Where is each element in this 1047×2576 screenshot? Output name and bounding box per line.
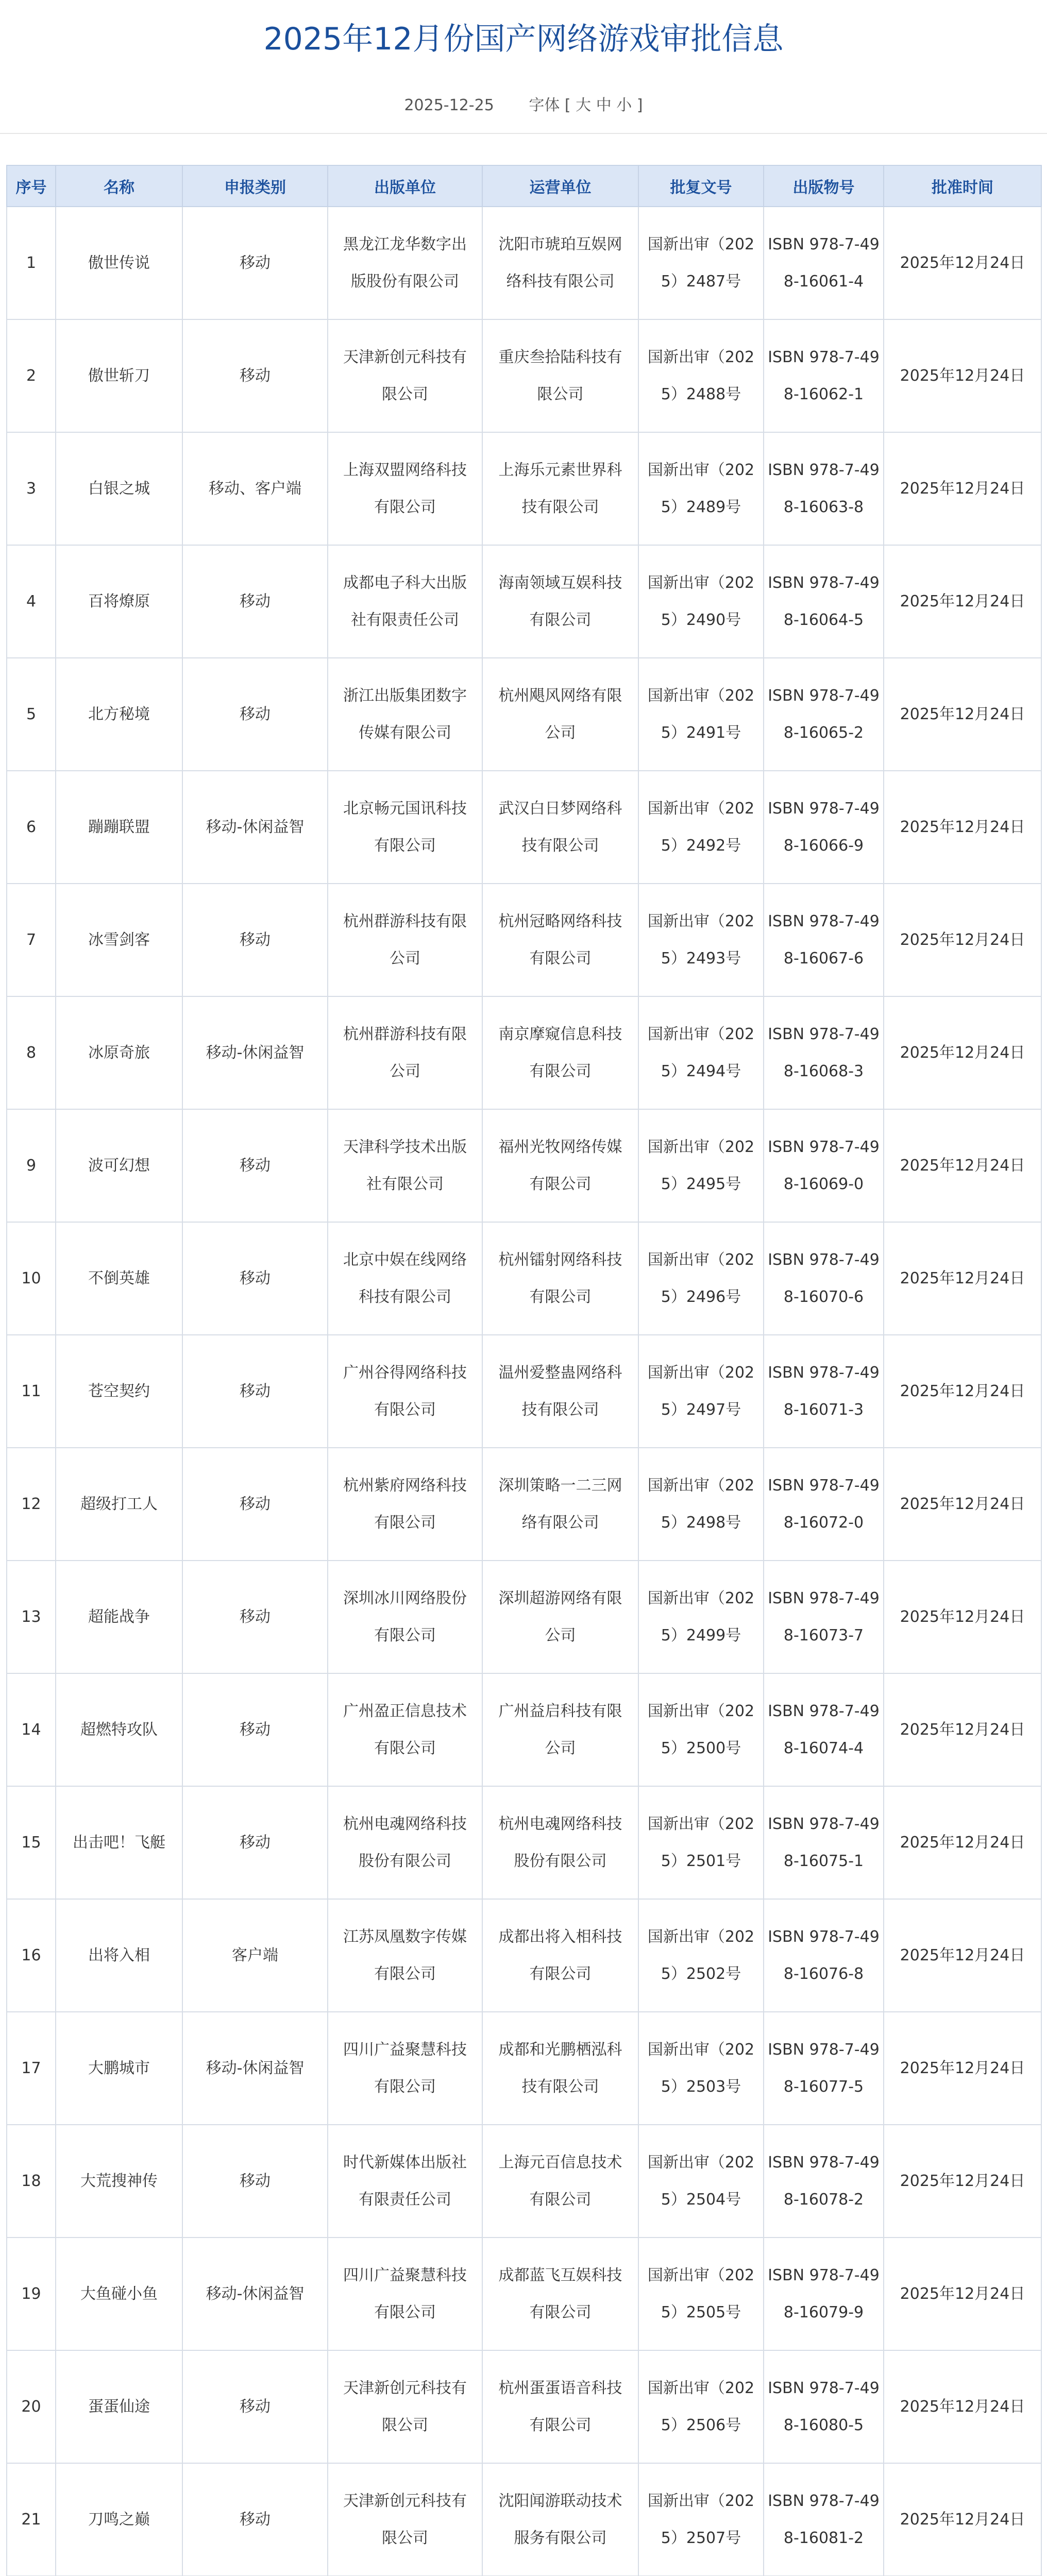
cell-publisher: 天津科学技术出版社有限公司 xyxy=(328,1109,482,1222)
cell-operator: 重庆叁拾陆科技有限公司 xyxy=(482,319,638,432)
cell-isbn: ISBN 978-7-498-16077-5 xyxy=(764,2012,884,2125)
cell-name: 出击吧！飞艇 xyxy=(56,1786,182,1899)
cell-publisher: 广州盈正信息技术有限公司 xyxy=(328,1673,482,1786)
cell-date: 2025年12月24日 xyxy=(884,1561,1041,1673)
table-row xyxy=(7,2125,1041,2238)
cell-publisher: 北京中娱在线网络科技有限公司 xyxy=(328,1222,482,1335)
cell-date: 2025年12月24日 xyxy=(884,2463,1041,2576)
table-row xyxy=(7,2463,1041,2576)
cell-isbn: ISBN 978-7-498-16068-3 xyxy=(764,996,884,1109)
cell-publisher: 天津新创元科技有限公司 xyxy=(328,2463,482,2576)
cell-date: 2025年12月24日 xyxy=(884,2012,1041,2125)
cell-name: 冰雪剑客 xyxy=(56,884,182,996)
cell-publisher: 广州谷得网络科技有限公司 xyxy=(328,1335,482,1448)
table-row xyxy=(7,771,1041,884)
cell-isbn: ISBN 978-7-498-16065-2 xyxy=(764,658,884,771)
table-row xyxy=(7,658,1041,771)
cell-approval-no: 国新出审（2025）2505号 xyxy=(638,2238,764,2350)
cell-type: 移动-休闲益智 xyxy=(182,996,328,1109)
header-divider xyxy=(0,133,1047,134)
cell-name: 刀鸣之巅 xyxy=(56,2463,182,2576)
cell-type: 移动 xyxy=(182,658,328,771)
cell-type: 移动 xyxy=(182,1109,328,1222)
cell-operator: 深圳策略一二三网络有限公司 xyxy=(482,1448,638,1561)
cell-publisher: 杭州电魂网络科技股份有限公司 xyxy=(328,1786,482,1899)
cell-operator: 深圳超游网络有限公司 xyxy=(482,1561,638,1673)
cell-approval-no: 国新出审（2025）2487号 xyxy=(638,207,764,319)
cell-type: 移动 xyxy=(182,207,328,319)
header-date: 批准时间 xyxy=(884,165,1041,207)
cell-date: 2025年12月24日 xyxy=(884,658,1041,771)
cell-isbn: ISBN 978-7-498-16078-2 xyxy=(764,2125,884,2238)
cell-no: 2 xyxy=(7,319,56,432)
cell-no: 21 xyxy=(7,2463,56,2576)
table-row xyxy=(7,1448,1041,1561)
table-header-row xyxy=(7,165,1041,207)
cell-operator: 海南领域互娱科技有限公司 xyxy=(482,545,638,658)
table-row xyxy=(7,1335,1041,1448)
header-isbn: 出版物号 xyxy=(764,165,884,207)
cell-type: 移动 xyxy=(182,1561,328,1673)
cell-name: 傲世斩刀 xyxy=(56,319,182,432)
cell-publisher: 成都电子科大出版社有限责任公司 xyxy=(328,545,482,658)
cell-isbn: ISBN 978-7-498-16076-8 xyxy=(764,1899,884,2012)
cell-operator: 杭州镭射网络科技有限公司 xyxy=(482,1222,638,1335)
cell-isbn: ISBN 978-7-498-16073-7 xyxy=(764,1561,884,1673)
cell-name: 百将燎原 xyxy=(56,545,182,658)
cell-operator: 成都蓝飞互娱科技有限公司 xyxy=(482,2238,638,2350)
table-body xyxy=(7,207,1041,2576)
font-size-small-link[interactable]: 小 xyxy=(616,96,632,114)
cell-name: 北方秘境 xyxy=(56,658,182,771)
table-row xyxy=(7,545,1041,658)
cell-no: 20 xyxy=(7,2350,56,2463)
publish-date: 2025-12-25 xyxy=(404,96,494,114)
cell-type: 移动、客户端 xyxy=(182,432,328,545)
cell-approval-no: 国新出审（2025）2493号 xyxy=(638,884,764,996)
cell-date: 2025年12月24日 xyxy=(884,1786,1041,1899)
cell-type: 移动 xyxy=(182,1448,328,1561)
cell-type: 客户端 xyxy=(182,1899,328,2012)
cell-operator: 沈阳闻游联动技术服务有限公司 xyxy=(482,2463,638,2576)
table-row xyxy=(7,207,1041,319)
cell-no: 4 xyxy=(7,545,56,658)
cell-date: 2025年12月24日 xyxy=(884,545,1041,658)
table-row xyxy=(7,1222,1041,1335)
cell-isbn: ISBN 978-7-498-16062-1 xyxy=(764,319,884,432)
cell-date: 2025年12月24日 xyxy=(884,1448,1041,1561)
cell-approval-no: 国新出审（2025）2492号 xyxy=(638,771,764,884)
cell-isbn: ISBN 978-7-498-16070-6 xyxy=(764,1222,884,1335)
cell-name: 傲世传说 xyxy=(56,207,182,319)
cell-operator: 南京摩窥信息科技有限公司 xyxy=(482,996,638,1109)
cell-publisher: 浙江出版集团数字传媒有限公司 xyxy=(328,658,482,771)
cell-publisher: 天津新创元科技有限公司 xyxy=(328,2350,482,2463)
cell-publisher: 四川广益聚慧科技有限公司 xyxy=(328,2238,482,2350)
font-size-close-bracket: ] xyxy=(636,96,643,114)
cell-no: 3 xyxy=(7,432,56,545)
cell-date: 2025年12月24日 xyxy=(884,432,1041,545)
cell-date: 2025年12月24日 xyxy=(884,1335,1041,1448)
table-row xyxy=(7,432,1041,545)
cell-no: 11 xyxy=(7,1335,56,1448)
font-size-switch xyxy=(529,96,643,114)
cell-publisher: 时代新媒体出版社有限责任公司 xyxy=(328,2125,482,2238)
cell-no: 16 xyxy=(7,1899,56,2012)
cell-isbn: ISBN 978-7-498-16079-9 xyxy=(764,2238,884,2350)
cell-approval-no: 国新出审（2025）2498号 xyxy=(638,1448,764,1561)
cell-publisher: 深圳冰川网络股份有限公司 xyxy=(328,1561,482,1673)
cell-approval-no: 国新出审（2025）2496号 xyxy=(638,1222,764,1335)
cell-name: 大鱼碰小鱼 xyxy=(56,2238,182,2350)
cell-approval-no: 国新出审（2025）2490号 xyxy=(638,545,764,658)
cell-operator: 杭州冠略网络科技有限公司 xyxy=(482,884,638,996)
cell-no: 8 xyxy=(7,996,56,1109)
cell-no: 6 xyxy=(7,771,56,884)
cell-isbn: ISBN 978-7-498-16063-8 xyxy=(764,432,884,545)
cell-name: 苍空契约 xyxy=(56,1335,182,1448)
cell-operator: 成都出将入相科技有限公司 xyxy=(482,1899,638,2012)
cell-type: 移动-休闲益智 xyxy=(182,2012,328,2125)
cell-no: 5 xyxy=(7,658,56,771)
cell-date: 2025年12月24日 xyxy=(884,2125,1041,2238)
cell-date: 2025年12月24日 xyxy=(884,319,1041,432)
cell-approval-no: 国新出审（2025）2504号 xyxy=(638,2125,764,2238)
cell-name: 不倒英雄 xyxy=(56,1222,182,1335)
cell-operator: 上海元百信息技术有限公司 xyxy=(482,2125,638,2238)
cell-operator: 广州益启科技有限公司 xyxy=(482,1673,638,1786)
header-name: 名称 xyxy=(56,165,182,207)
header-no: 序号 xyxy=(7,165,56,207)
cell-type: 移动 xyxy=(182,1673,328,1786)
cell-date: 2025年12月24日 xyxy=(884,2238,1041,2350)
font-size-large-link[interactable]: 大 xyxy=(576,96,592,114)
table-row xyxy=(7,2012,1041,2125)
cell-name: 蛋蛋仙途 xyxy=(56,2350,182,2463)
table-row xyxy=(7,884,1041,996)
cell-isbn: ISBN 978-7-498-16066-9 xyxy=(764,771,884,884)
cell-approval-no: 国新出审（2025）2489号 xyxy=(638,432,764,545)
article-meta xyxy=(0,93,1047,118)
cell-isbn: ISBN 978-7-498-16072-0 xyxy=(764,1448,884,1561)
table-row xyxy=(7,2238,1041,2350)
cell-publisher: 上海双盟网络科技有限公司 xyxy=(328,432,482,545)
table-row xyxy=(7,1109,1041,1222)
cell-isbn: ISBN 978-7-498-16081-2 xyxy=(764,2463,884,2576)
cell-approval-no: 国新出审（2025）2488号 xyxy=(638,319,764,432)
cell-operator: 沈阳市琥珀互娱网络科技有限公司 xyxy=(482,207,638,319)
approval-table xyxy=(6,165,1042,2576)
cell-date: 2025年12月24日 xyxy=(884,2350,1041,2463)
cell-publisher: 天津新创元科技有限公司 xyxy=(328,319,482,432)
cell-no: 12 xyxy=(7,1448,56,1561)
font-size-open-bracket: [ xyxy=(564,96,571,114)
cell-approval-no: 国新出审（2025）2497号 xyxy=(638,1335,764,1448)
cell-date: 2025年12月24日 xyxy=(884,996,1041,1109)
cell-type: 移动 xyxy=(182,1786,328,1899)
cell-date: 2025年12月24日 xyxy=(884,207,1041,319)
cell-no: 15 xyxy=(7,1786,56,1899)
cell-name: 超燃特攻队 xyxy=(56,1673,182,1786)
cell-approval-no: 国新出审（2025）2494号 xyxy=(638,996,764,1109)
cell-date: 2025年12月24日 xyxy=(884,1222,1041,1335)
cell-date: 2025年12月24日 xyxy=(884,1109,1041,1222)
cell-type: 移动 xyxy=(182,2125,328,2238)
cell-operator: 杭州电魂网络科技股份有限公司 xyxy=(482,1786,638,1899)
cell-approval-no: 国新出审（2025）2491号 xyxy=(638,658,764,771)
table-row xyxy=(7,319,1041,432)
cell-approval-no: 国新出审（2025）2507号 xyxy=(638,2463,764,2576)
cell-no: 7 xyxy=(7,884,56,996)
page-title: 2025年12月份国产网络游戏审批信息 xyxy=(263,21,784,57)
cell-publisher: 北京畅元国讯科技有限公司 xyxy=(328,771,482,884)
cell-no: 19 xyxy=(7,2238,56,2350)
header-approval-no: 批复文号 xyxy=(638,165,764,207)
cell-operator: 武汉白日梦网络科技有限公司 xyxy=(482,771,638,884)
header-operator: 运营单位 xyxy=(482,165,638,207)
cell-operator: 福州光牧网络传媒有限公司 xyxy=(482,1109,638,1222)
cell-no: 1 xyxy=(7,207,56,319)
cell-name: 冰原奇旅 xyxy=(56,996,182,1109)
cell-name: 大荒搜神传 xyxy=(56,2125,182,2238)
cell-type: 移动 xyxy=(182,2350,328,2463)
cell-operator: 杭州蛋蛋语音科技有限公司 xyxy=(482,2350,638,2463)
cell-isbn: ISBN 978-7-498-16061-4 xyxy=(764,207,884,319)
table-row xyxy=(7,996,1041,1109)
table-header xyxy=(7,165,1041,207)
cell-approval-no: 国新出审（2025）2502号 xyxy=(638,1899,764,2012)
cell-name: 大鹏城市 xyxy=(56,2012,182,2125)
cell-approval-no: 国新出审（2025）2506号 xyxy=(638,2350,764,2463)
cell-no: 9 xyxy=(7,1109,56,1222)
table-row xyxy=(7,2350,1041,2463)
cell-publisher: 杭州群游科技有限公司 xyxy=(328,884,482,996)
cell-publisher: 四川广益聚慧科技有限公司 xyxy=(328,2012,482,2125)
font-size-medium-link[interactable]: 中 xyxy=(596,96,612,114)
cell-no: 18 xyxy=(7,2125,56,2238)
table-row xyxy=(7,1786,1041,1899)
cell-type: 移动 xyxy=(182,1222,328,1335)
table-row xyxy=(7,1899,1041,2012)
cell-type: 移动-休闲益智 xyxy=(182,771,328,884)
cell-name: 白银之城 xyxy=(56,432,182,545)
cell-operator: 成都和光鹏栖泓科技有限公司 xyxy=(482,2012,638,2125)
cell-date: 2025年12月24日 xyxy=(884,884,1041,996)
cell-publisher: 黑龙江龙华数字出版股份有限公司 xyxy=(328,207,482,319)
cell-type: 移动 xyxy=(182,545,328,658)
cell-isbn: ISBN 978-7-498-16064-5 xyxy=(764,545,884,658)
cell-approval-no: 国新出审（2025）2500号 xyxy=(638,1673,764,1786)
header-publisher: 出版单位 xyxy=(328,165,482,207)
cell-operator: 温州爱整蛊网络科技有限公司 xyxy=(482,1335,638,1448)
cell-name: 出将入相 xyxy=(56,1899,182,2012)
cell-type: 移动 xyxy=(182,2463,328,2576)
cell-operator: 杭州飓风网络有限公司 xyxy=(482,658,638,771)
header-type: 申报类别 xyxy=(182,165,328,207)
cell-name: 波可幻想 xyxy=(56,1109,182,1222)
cell-approval-no: 国新出审（2025）2501号 xyxy=(638,1786,764,1899)
cell-approval-no: 国新出审（2025）2503号 xyxy=(638,2012,764,2125)
cell-operator: 上海乐元素世界科技有限公司 xyxy=(482,432,638,545)
cell-approval-no: 国新出审（2025）2499号 xyxy=(638,1561,764,1673)
cell-publisher: 江苏凤凰数字传媒有限公司 xyxy=(328,1899,482,2012)
cell-date: 2025年12月24日 xyxy=(884,1899,1041,2012)
cell-no: 17 xyxy=(7,2012,56,2125)
cell-approval-no: 国新出审（2025）2495号 xyxy=(638,1109,764,1222)
cell-isbn: ISBN 978-7-498-16069-0 xyxy=(764,1109,884,1222)
cell-name: 蹦蹦联盟 xyxy=(56,771,182,884)
cell-date: 2025年12月24日 xyxy=(884,1673,1041,1786)
cell-isbn: ISBN 978-7-498-16075-1 xyxy=(764,1786,884,1899)
cell-no: 13 xyxy=(7,1561,56,1673)
cell-isbn: ISBN 978-7-498-16071-3 xyxy=(764,1335,884,1448)
cell-no: 14 xyxy=(7,1673,56,1786)
cell-name: 超能战争 xyxy=(56,1561,182,1673)
cell-isbn: ISBN 978-7-498-16067-6 xyxy=(764,884,884,996)
cell-no: 10 xyxy=(7,1222,56,1335)
cell-type: 移动 xyxy=(182,319,328,432)
cell-type: 移动 xyxy=(182,1335,328,1448)
table-row xyxy=(7,1673,1041,1786)
cell-type: 移动 xyxy=(182,884,328,996)
font-size-label: 字体 xyxy=(529,96,560,114)
cell-type: 移动-休闲益智 xyxy=(182,2238,328,2350)
cell-name: 超级打工人 xyxy=(56,1448,182,1561)
cell-publisher: 杭州紫府网络科技有限公司 xyxy=(328,1448,482,1561)
cell-publisher: 杭州群游科技有限公司 xyxy=(328,996,482,1109)
cell-date: 2025年12月24日 xyxy=(884,771,1041,884)
cell-isbn: ISBN 978-7-498-16080-5 xyxy=(764,2350,884,2463)
cell-isbn: ISBN 978-7-498-16074-4 xyxy=(764,1673,884,1786)
table-row xyxy=(7,1561,1041,1673)
